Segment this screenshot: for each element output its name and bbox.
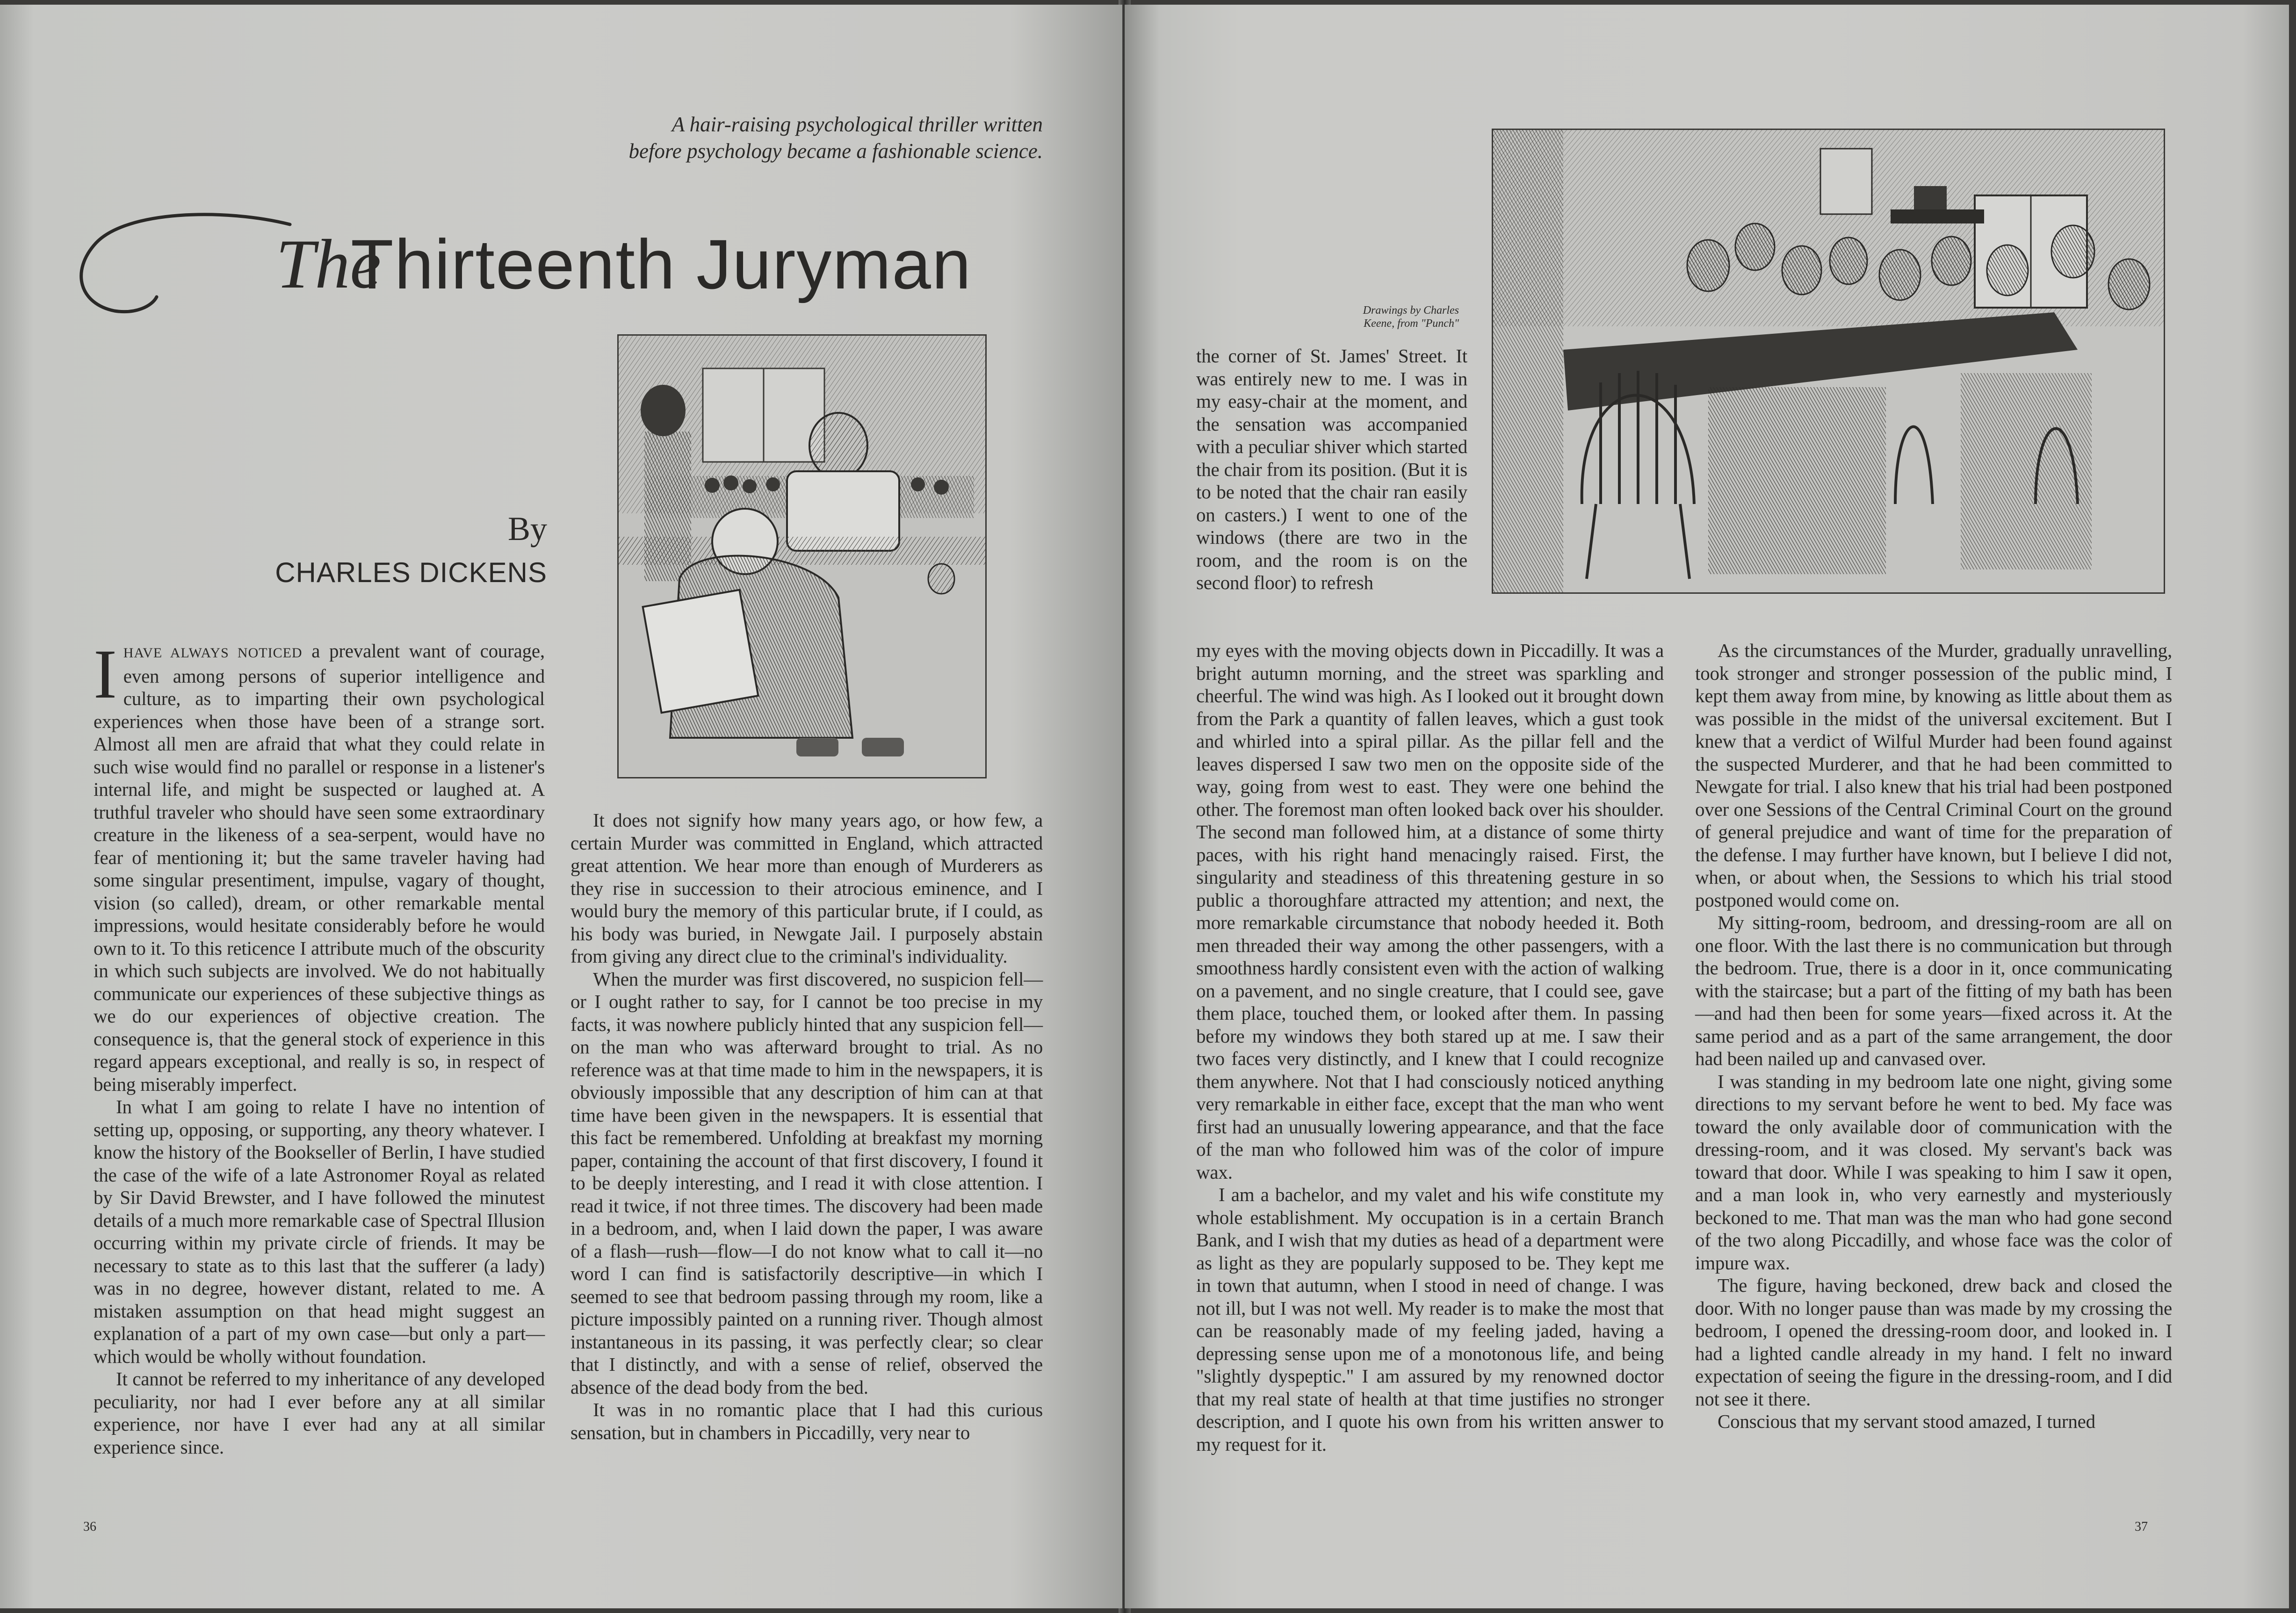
tagline-line1: A hair-raising psychological thriller written [671, 113, 1043, 136]
left-column-2 [570, 809, 1043, 1444]
courtroom-sketch [619, 336, 985, 777]
paragraph: When the murder was first discovered, no suspicion fell—or I ought rather to say, for I cannot be too precise in my facts, it was nowhere publicly hinted that any suspicion fell—on the man who was afterward brought to trial. As no reference was at that time made to him in the newspapers, it is obviously impossible that any description of him can at that time have been given in the newspapers. It is essential that this fact be remembered. Unfolding at breakfast my morning paper, containing the account of that first discovery, I found it to be deeply interesting, and I read it with close attention. I read it twice, if not three times. The discovery had been made in a bedroom, and, when I laid down the paper, I was aware of a flash—rush—flow—I do not know what to call it—no word I can find is satisfactorily descriptive—in which I seemed to see that bedroom passing through my room, like a picture impossibly painted on a running river. Though almost instantaneous in its passing, it was perfectly clear; so clear that I distinctly, and with a sense of relief, observed the absence of the dead body from the bed. [570, 968, 1043, 1398]
page-number-right: 37 [2135, 1519, 2148, 1534]
paragraph: It was in no romantic place that I had this curious sensation, but in chambers in Piccadilly, very near to [570, 1399, 1043, 1443]
credit-line2: Keene, from "Punch" [1364, 317, 1459, 330]
opening-small-caps: HAVE ALWAYS NOTICED [123, 645, 303, 661]
paragraph: It cannot be referred to my inheritance of any developed peculiarity, nor had I ever before any at all similar experience, nor have I ever had any at all similar experience since. [94, 1368, 545, 1458]
page-number-left: 36 [83, 1519, 96, 1534]
right-column-1 [1196, 639, 1664, 1455]
paragraph: As the circumstances of the Murder, gradually unravelling, took stronger and stronger possession of the public mind, I kept them away from mine, by knowing as little about them as was possible in the midst of the universal excitement. But I knew that a verdict of Wilful Murder had been found against the suspected Murderer, and that he had been committed to Newgate for trial. I also knew that his trial had been postponed over one Sessions of the Central Criminal Court on the ground of general prejudice and want of time for the preparation of the defense. I may further have known, but I believe I did not, when, or about when, the Sessions to which his trial stood postponed would come on. [1695, 640, 2172, 911]
credit-line1: Drawings by Charles [1363, 304, 1459, 317]
drop-cap: I [94, 635, 117, 713]
byline-by: By [507, 510, 547, 547]
paragraph: I am a bachelor, and my valet and his wife constitute my whole establishment. My occupation is in a certain Branch Bank, and I wish that my duties as head of a department were as light as they are popularly supposed to be. They kept me in town that autumn, when I stood in need of change. I was not ill, but I was not well. My reader is to make the most that can be reasonably made of my feeling jaded, having a depressing sense upon me of a monotonous life, and being "slightly dyspeptic." I am assured by my renowned doctor that my real state of health at that time justifies no stronger description, and I quote his own from his written answer to my request for it. [1196, 1184, 1664, 1455]
paragraph: It does not signify how many years ago, or how few, a certain Murder was committed in England, which attracted great attention. We hear more than enough of Murderers as they rise in succession to their atrocious eminence, and I would bury the memory of this particular brute, if I could, as his body was buried, in Newgate Jail. I purposely abstain from giving any direct clue to the criminal's individuality. [570, 809, 1043, 967]
tagline [603, 111, 1043, 165]
paragraph: My sitting-room, bedroom, and dressing-room are all on one floor. With the last there is no communication but through the bedroom. True, there is a door in it, once communicating with the staircase; but a part of the fitting of my bath has been—and had then been for some years—fixed across it. At the same period and as a part of the same arrangement, the door had been nailed up and canvased over. [1695, 912, 2172, 1069]
paragraph [94, 635, 545, 1095]
article-title [70, 210, 1052, 327]
title-main: Thirteenth Juryman [351, 225, 972, 303]
left-page [0, 5, 1122, 1608]
paragraph: my eyes with the moving objects down in Piccadilly. It was a bright autumn morning, and the street was sparkling and cheerful. The wind was high. As I looked out it brought down from the Park a quantity of fallen leaves, which a gust took and whirled into a spiral pillar. As the pillar fell and the leaves dispersed I saw two men on the opposite side of the way, going from west to east. They were one behind the other. The foremost man often looked back over his shoulder. The second man followed him, at a distance of some thirty paces, with his right hand menacingly raised. First, the singularity and steadiness of this threatening gesture in so public a thoroughfare attracted my attention; and next, the more remarkable circumstance that nobody heeded it. Both men threaded their way among the other passengers, with a smoothness hardly consistent even with the action of walking on a pavement, and no single creature, that I could see, gave them place, touched them, or looked after them. In passing before my windows they both stared up at me. I saw their two faces very distinctly, and I knew that I could recognize them anywhere. Not that I had consciously noticed anything very remarkable in either face, except that the man who went first had an unusually lowering appearance, and that the face of the man who followed him was of the color of impure wax. [1196, 640, 1664, 1183]
right-column-1-narrow [1196, 345, 1467, 594]
illustration-credit [1300, 304, 1459, 330]
byline-author: CHARLES DICKENS [275, 557, 547, 588]
jury-room-illustration [1492, 129, 2165, 594]
left-column-1 [94, 635, 545, 1458]
courtroom-illustration [617, 334, 987, 778]
paragraph: Conscious that my servant stood amazed, I turned [1718, 1411, 2095, 1432]
right-column-2 [1695, 639, 2172, 1433]
paragraph: the corner of St. James' Street. It was entirely new to me. I was in my easy-chair at the moment, and the sensation was accompanied with a peculiar shiver which started the chair from its position. (But it is to be noted that the chair ran easily on casters.) I went to one of the windows (there are two in the room, and the room is on the second floor) to refresh [1196, 345, 1467, 593]
tagline-line2: before psychology became a fashionable science. [628, 139, 1043, 163]
title-the: The [276, 225, 381, 303]
jury-sketch [1493, 130, 2164, 592]
paragraph: The figure, having beckoned, drew back and closed the door. With no longer pause than was made by my crossing the bedroom, I opened the dressing-room door, and looked in. I had a lighted candle already in my hand. I felt no inward expectation of seeing the figure in the dressing-room, and I did not see it there. [1695, 1275, 2172, 1410]
paragraph: I was standing in my bedroom late one night, giving some directions to my servant before he went to bed. My face was toward the only available door of communication with the dressing-room, and it was closed. My servant's back was toward that door. While I was speaking to him I saw it open, and a man look in, who very earnestly and mysteriously beckoned to me. That man was the man who had gone second of the two along Piccadilly, and whose face was the color of impure wax. [1695, 1070, 2172, 1274]
right-page [1125, 5, 2289, 1608]
paragraph-text: a prevalent want of courage, even among persons of superior intelligence and culture, as to imparting their own psychological experiences when those have been of a strange sort. Almost all men are afraid that what they could relate in such wise would find no parallel or response in a listener's internal life, and might be suspected or laughed at. A truthful traveler who should have seen some extraordinary creature in the likeness of a sea-serpent, would have no fear of mentioning it; but the same traveler having had some singular presentiment, impulse, vagary of thought, vision (so called), dream, or other remarkable mental impressions, would hesitate considerably before he would own to it. To this reticence I attribute much of the obscurity in which such subjects are involved. We do not habitually communicate our experiences of these subjective things as we do our experiences of objective creation. The consequence is, that the general stock of experience in this regard appears exceptional, and really is so, in respect of being miserably imperfect. [94, 640, 545, 1095]
paragraph: In what I am going to relate I have no intention of setting up, opposing, or supporting, any theory whatever. I know the history of the Bookseller of Berlin, I have studied the case of the wife of a late Astronomer Royal as related by Sir David Brewster, and I have followed the minutest details of a much more remarkable case of Spectral Illusion occurring within my private circle of friends. It may be necessary to state as to this last that the sufferer (a lady) was in no degree, however distant, related to me. A mistaken assumption on that head might suggest an explanation of a part of my own case—but only a part—which would be wholly without foundation. [94, 1096, 545, 1367]
title-flourish [70, 210, 295, 323]
